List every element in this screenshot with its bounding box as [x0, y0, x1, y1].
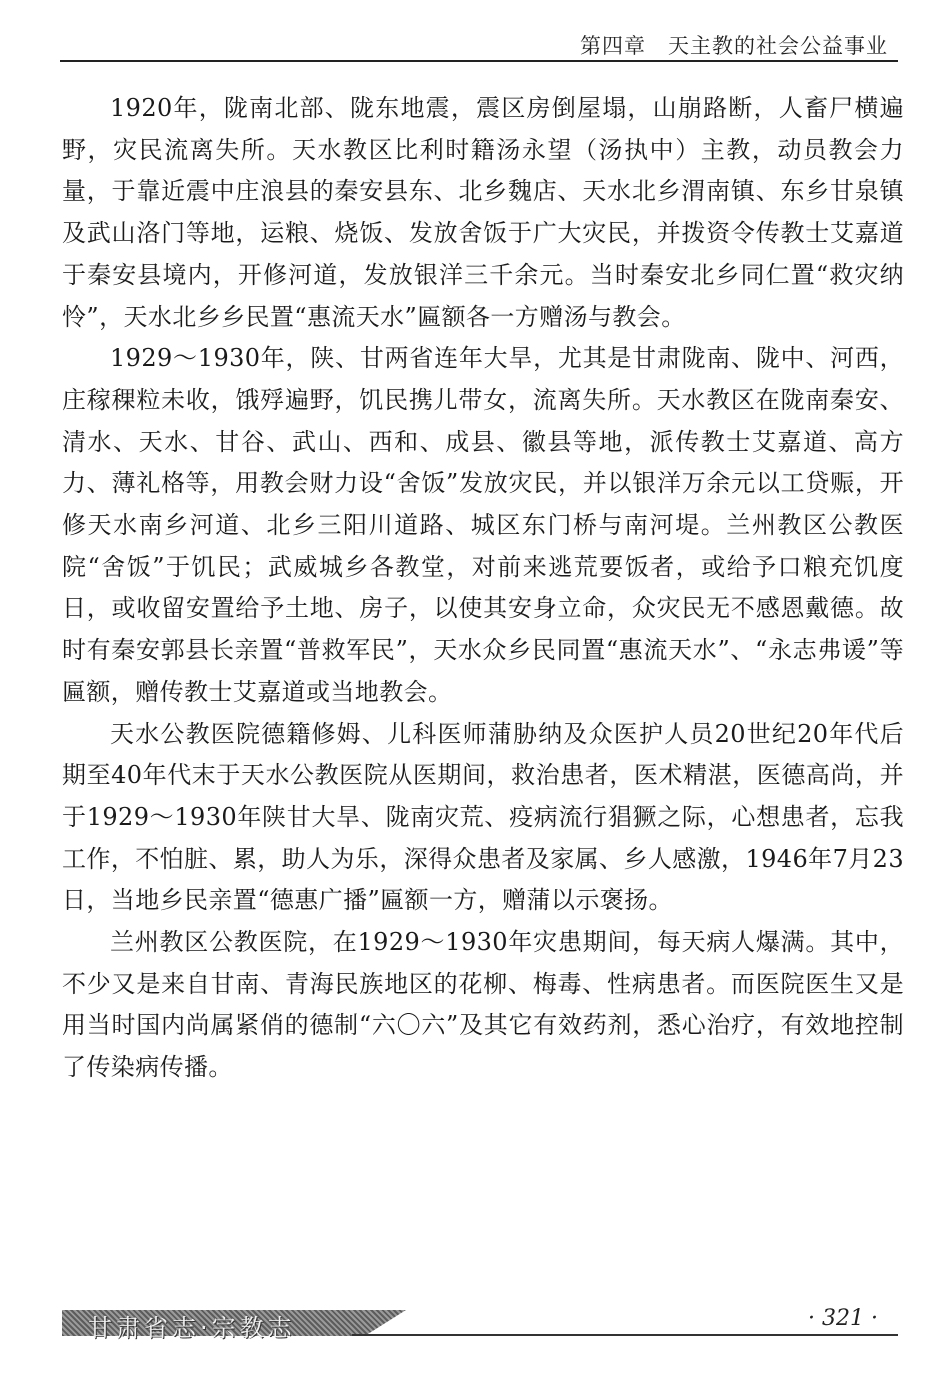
page-footer	[62, 1306, 898, 1344]
book-title: 甘肃省志·宗教志	[88, 1314, 296, 1342]
paragraph-tianshui-hospital: 天水公教医院德籍修姆、儿科医师蒲胁纳及众医护人员20世纪20年代后期至40年代末于天水公教医院从医期间，救治患者，医术精湛，医德高尚，并于1929～1930年陕甘大旱、陇南灾荒、疫病流行猖獗之际，心想患者，忘我工作，不怕脏、累，助人为乐，深得众患者及家属、乡人感激，1946年7月23日，当地乡民亲置“德惠广播”匾额一方，赠蒲以示褒扬。	[62, 719, 904, 915]
page-number: · 321 ·	[808, 1306, 878, 1331]
footer-rule	[352, 1334, 898, 1336]
running-head: 第四章 天主教的社会公益事业	[580, 34, 888, 58]
paragraph-lanzhou-hospital: 兰州教区公教医院，在1929～1930年灾患期间，每天病人爆满。其中，不少又是来自甘南、青海民族地区的花柳、梅毒、性病患者。而医院医生又是用当时国内尚属紧俏的德制“六〇六”及其它有效药剂，悉心治疗，有效地控制了传染病传播。	[62, 928, 904, 1082]
body-text	[62, 88, 904, 1089]
page-header	[60, 26, 898, 62]
paragraph-1920-earthquake: 1920年，陇南北部、陇东地震，震区房倒屋塌，山崩路断，人畜尸横遍野，灾民流离失所。天水教区比利时籍汤永望（汤执中）主教，动员教会力量，于靠近震中庄浪县的秦安县东、北乡魏店、天水北乡渭南镇、东乡甘泉镇及武山洛门等地，运粮、烧饭、发放舍饭于广大灾民，并拨资令传教士艾嘉道于秦安县境内，开修河道，发放银洋三千余元。当时秦安北乡同仁置“救灾纳怜”，天水北乡乡民置“惠流天水”匾额各一方赠汤与教会。	[62, 94, 904, 331]
paragraph-1929-drought: 1929～1930年，陕、甘两省连年大旱，尤其是甘肃陇南、陇中、河西，庄稼稞粒未收，饿殍遍野，饥民携儿带女，流离失所。天水教区在陇南秦安、清水、天水、甘谷、武山、西和、成县、徽县等地，派传教士艾嘉道、高方力、薄礼格等，用教会财力设“舍饭”发放灾民，并以银洋万余元以工贷赈，开修天水南乡河道、北乡三阳川道路、城区东门桥与南河堤。兰州教区公教医院“舍饭”于饥民；武威城乡各教堂，对前来逃荒要饭者，或给予口粮充饥度日，或收留安置给予土地、房子，以使其安身立命，众灾民无不感恩戴德。故时有秦安郭县长亲置“普救军民”，天水众乡民同置“惠流天水”、“永志弗谖”等匾额，赠传教士艾嘉道或当地教会。	[62, 344, 904, 706]
